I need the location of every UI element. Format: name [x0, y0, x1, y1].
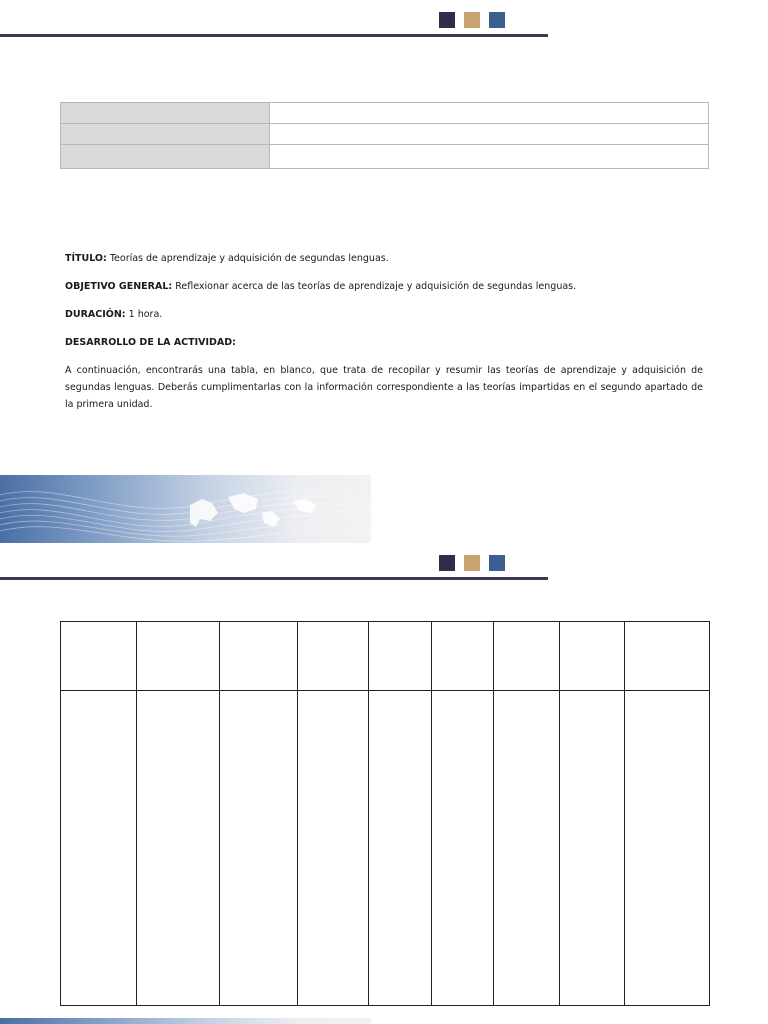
- header-square-dark: [439, 555, 455, 571]
- activity-description: [65, 250, 703, 424]
- header-square-dark: [439, 12, 455, 28]
- table-body-cell[interactable]: [625, 691, 710, 1006]
- info-table-row: [61, 145, 709, 169]
- duration-line: [65, 306, 703, 323]
- theories-header-row: [61, 622, 710, 691]
- table-body-cell[interactable]: [494, 691, 560, 1006]
- objective-line: [65, 278, 703, 295]
- header-square-tan: [464, 555, 480, 571]
- development-label: DESARROLLO DE LA ACTIVIDAD:: [65, 337, 236, 348]
- header-square-blue: [489, 555, 505, 571]
- info-label-cell: [61, 124, 270, 145]
- table-header-cell[interactable]: [61, 622, 137, 691]
- header-square-tan: [464, 12, 480, 28]
- theories-table: [60, 621, 710, 1006]
- table-header-cell[interactable]: [625, 622, 710, 691]
- footer-banner-image: [0, 1018, 371, 1024]
- table-body-cell[interactable]: [298, 691, 369, 1006]
- table-body-cell[interactable]: [432, 691, 494, 1006]
- table-body-cell[interactable]: [137, 691, 220, 1006]
- table-header-cell[interactable]: [220, 622, 298, 691]
- table-header-cell[interactable]: [369, 622, 432, 691]
- header-line: [0, 34, 548, 37]
- development-text: A continuación, encontrarás una tabla, en blanco, que trata de recopilar y resumir las teorías de aprendizaje y adquisición de segundas lenguas. Deberás cumplimentarlas con la información correspondiente a las teorías impartidas en el segundo apartado de la primera unidad.: [65, 365, 703, 410]
- table-header-cell[interactable]: [298, 622, 369, 691]
- table-header-cell[interactable]: [137, 622, 220, 691]
- title-line: [65, 250, 703, 267]
- title-value: Teorías de aprendizaje y adquisición de segundas lenguas.: [109, 253, 389, 264]
- footer-banner-image: [0, 475, 371, 543]
- info-table: [60, 102, 709, 169]
- duration-label: DURACIÓN:: [65, 309, 126, 320]
- table-header-cell[interactable]: [432, 622, 494, 691]
- info-table-row: [61, 103, 709, 124]
- table-body-cell[interactable]: [61, 691, 137, 1006]
- info-table-row: [61, 124, 709, 145]
- table-header-cell[interactable]: [560, 622, 625, 691]
- info-value-cell: [270, 103, 709, 124]
- table-body-cell[interactable]: [369, 691, 432, 1006]
- objective-value: Reflexionar acerca de las teorías de aprendizaje y adquisición de segundas lenguas.: [175, 281, 577, 292]
- table-body-cell[interactable]: [220, 691, 298, 1006]
- table-header-cell[interactable]: [494, 622, 560, 691]
- duration-value: 1 hora.: [128, 309, 163, 320]
- info-label-cell: [61, 145, 270, 169]
- theories-body-row: [61, 691, 710, 1006]
- development-line: [65, 334, 703, 351]
- info-value-cell: [270, 124, 709, 145]
- info-value-cell: [270, 145, 709, 169]
- table-body-cell[interactable]: [560, 691, 625, 1006]
- info-label-cell: [61, 103, 270, 124]
- header-square-blue: [489, 12, 505, 28]
- header-line: [0, 577, 548, 580]
- objective-label: OBJETIVO GENERAL:: [65, 281, 173, 292]
- title-label: TÍTULO:: [65, 253, 107, 264]
